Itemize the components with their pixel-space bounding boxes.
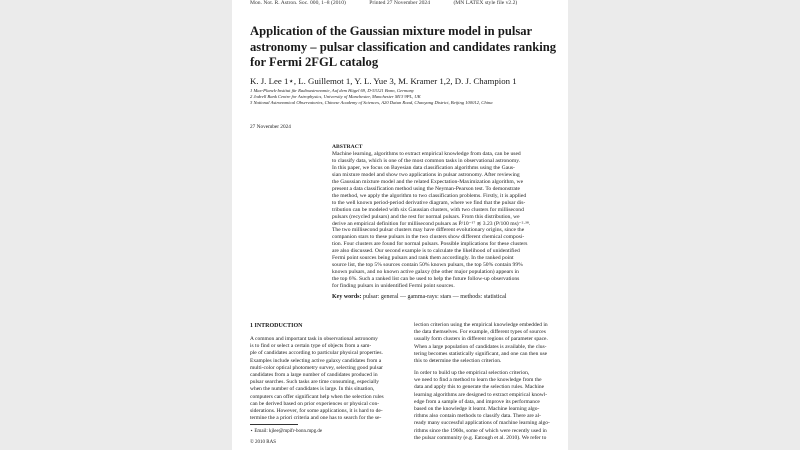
abstract-heading: ABSTRACT	[332, 144, 363, 150]
text-line: is to find or select a certain type of objects from a sam-	[250, 343, 372, 350]
running-header	[250, 0, 539, 6]
text-line: the data themselves. For example, different types of sources	[414, 329, 546, 336]
text-line: rithms since the 1960s, some of which were recently used in	[414, 427, 547, 434]
text-line: companion stars to these pulsars in the two clusters show different chemical composi-	[332, 234, 525, 241]
text-line: the pulsar community (e.g. Eatough et al. 2010). We refer to	[414, 434, 547, 441]
text-line: data and apply this to generate the selection rules. Machine	[414, 384, 545, 391]
text-line: The two millisecond pulsar clusters may have different evolutionary origins, since the	[332, 227, 525, 234]
text-line: tering becomes statistically significant, and one can then use	[414, 350, 548, 357]
text-line: edge from a sample of data, and improve its performance	[414, 398, 540, 405]
affiliation-2: 2 Jodrell Bank Centre for Astrophysics, University of Manchester, Manchester M13 9PL, UK	[250, 94, 421, 99]
title-line: astronomy – pulsar classification and candidates ranking	[250, 39, 557, 54]
keywords-line	[332, 294, 506, 300]
text-line: for finding pulsars in unidentified Fermi point sources.	[332, 283, 455, 290]
text-line: to classify data, which is one of the most common tasks in observational astronomy.	[332, 157, 521, 164]
date-line: 27 November 2024	[250, 124, 291, 130]
affiliation-3: 3 National Astronomical Observatories, Chinese Academy of Sciences, A20 Datun Road, Chaoyang District, Beijing 100012, China	[250, 100, 493, 105]
section-heading-introduction: 1 INTRODUCTION	[250, 323, 303, 329]
keywords-label: Key words:	[332, 294, 362, 300]
style-file-note: (MN LATEX style file v2.2)	[453, 0, 518, 6]
text-line: source list, the top 5% sources contain 50% known pulsars, the top 50% contain 99%	[332, 262, 523, 269]
text-line: tion. Four clusters are found for normal pulsars. Possible implications for these clusters	[332, 241, 528, 248]
title-line: Application of the Gaussian mixture model in pulsar	[250, 24, 533, 38]
printed-date: Printed 27 November 2024	[369, 0, 431, 6]
text-line: usually form clusters in different regions of parameter space.	[414, 336, 548, 343]
text-line: In this paper, we focus on Bayesian data classification algorithms using the Gaus-	[332, 164, 515, 171]
text-line: Machine learning, algorithms to extract empirical knowledge from data, can be used	[332, 151, 521, 157]
copyright-line: © 2010 RAS	[250, 440, 277, 445]
footnote-rule	[250, 424, 298, 425]
text-line: lection criterion using the empirical knowledge embedded in	[414, 322, 548, 328]
text-line: computers can offer significant help when the selection rules	[250, 393, 384, 400]
text-line: ready many successful applications of machine learning algo-	[414, 420, 550, 427]
text-line: pulsar searches. Such tasks are time consuming, especially	[250, 379, 380, 386]
text-line: Examples include selecting active galaxy candidates from a	[250, 357, 382, 364]
text-line: pulsars (recycled pulsars) and the rest for normal pulsars. From this distribution, we	[332, 213, 520, 220]
text-line: based on the knowledge it learnt. Machine learning algo-	[414, 406, 540, 412]
text-line: Fermi point sources being pulsars and rank them accordingly. In the ranked point	[332, 255, 514, 262]
author-list: K. J. Lee 1⋆, L. Guillemot 1, Y. L. Yue 3, M. Kramer 1,2, D. J. Champion 1	[250, 76, 517, 86]
paper-page	[232, 0, 568, 450]
text-line: to the well known period-period derivative diagram, where we find that the pulsar dis-	[332, 199, 526, 206]
text-line: we need to find a method to learn the knowledge from the	[414, 377, 542, 384]
text-line: siderations. However, for some applications, it is hard to de-	[250, 408, 383, 414]
text-line: the Gaussian mixture model and the related Expectation-Maximization algorithm, we	[332, 178, 524, 185]
title-line: for Fermi 2FGL catalog	[250, 55, 379, 69]
text-line: In order to build up the empirical selection criterion,	[414, 370, 530, 376]
affiliation-1: 1 Max-Planck-Institut für Radioastronomie, Auf dem Hügel 69, D-53121 Bonn, Germany	[250, 88, 414, 93]
text-line: sian mixture model and show two applications in pulsar astronomy. After reviewing	[332, 171, 520, 178]
text-line: tribution can be modeled with six Gaussian clusters, with two clusters for millisecond	[332, 206, 524, 213]
text-line: the top 6%. Such a ranked list can be used to help the future follow-up observations	[332, 276, 520, 283]
text-line: known pulsars, and no known active galaxy (the other major population) appears in	[332, 269, 519, 276]
text-line: present a data classification method using the Neyman-Pearson test. To demonstrate	[332, 185, 520, 192]
text-line: termine the a priori criteria and one has to search for the se-	[250, 415, 382, 422]
text-line: A common and important task in observational astronomy	[250, 336, 378, 342]
journal-citation: Mon. Not. R. Astron. Soc. 000, 1–8 (2010)	[250, 0, 346, 6]
text-line: ple of candidates according to particular physical properties.	[250, 350, 383, 357]
text-line: can be derived based on prior experiences or physical con-	[250, 400, 380, 407]
text-line: When a large population of candidates is available, the clus-	[414, 343, 547, 350]
text-line: multi-color optical photometry survey, selecting good pulsar	[250, 364, 383, 371]
text-line: the method, we apply the algorithm to two classification problems. Firstly, it is applied	[332, 192, 527, 199]
text-line: candidates from a large number of candidates produced in	[250, 372, 378, 378]
text-line: this to determine the selection criterion.	[414, 358, 502, 364]
paper-title	[250, 24, 556, 71]
text-line: derive an empirical definition for millisecond pulsars as Ṗ/10⁻¹⁷ ≲ 3.23 (P/100 ms)⁻²·³⁸.	[332, 220, 531, 227]
text-line: rithms also contain methods to classify data. There are al-	[414, 413, 541, 420]
footnote-email: ⋆ Email: kjlee@mpifr-bonn.mpg.de	[250, 429, 323, 434]
text-line: learning algorithms are designed to extract empirical knowl-	[414, 391, 548, 398]
text-line: are also discussed. Our second example is to calculate the likelihood of unidentified	[332, 248, 520, 255]
text-line: when the number of candidates is large. In this situation,	[250, 386, 375, 393]
keywords-text: pulsar: general — gamma-rays: stars — methods: statistical	[363, 294, 507, 300]
